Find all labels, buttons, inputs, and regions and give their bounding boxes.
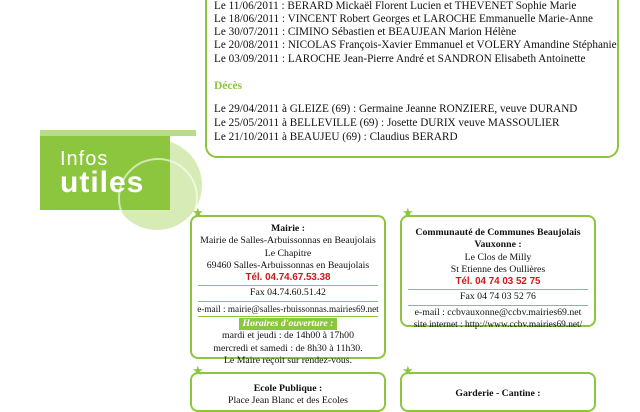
deces-heading: Décès — [214, 80, 243, 92]
ccbv-address-line1: Le Clos de Milly — [464, 251, 532, 263]
mairie-address-line1: Mairie de Salles-Arbuissonnas en Beaujolais — [200, 235, 376, 247]
marriage-entry-5: Le 03/09/2011 : LAROCHE Jean-Pierre André et SANDRON Elisabeth Antoinette — [214, 53, 586, 65]
star-icon: ★ — [402, 205, 414, 220]
ccbv-title-line1: Communauté de Communes Beaujolais — [415, 227, 581, 238]
marriage-entry-3: Le 30/07/2011 : CIMINO Sébastien et BEAUJEAN Marion Hélène — [214, 26, 517, 38]
mairie-hours-line3: Le Maire reçoit sur rendez-vous. — [223, 354, 353, 366]
mairie-title: Mairie : — [271, 223, 305, 234]
ccbv-website-link[interactable]: site internet : http://www.ccbv.mairies69.net/ — [413, 320, 583, 331]
divider — [408, 305, 588, 306]
ecole-address: Place Jean Blanc et des Ecoles — [228, 395, 348, 407]
ccbv-email[interactable]: e-mail : ccbvauxonne@ccbv.mairies69.net — [414, 306, 582, 318]
mairie-card — [190, 215, 386, 366]
star-icon: ★ — [192, 363, 204, 378]
marriage-entry-1: Le 11/06/2011 : BERARD Mickaël Florent Lucien et THEVENET Sophie Marie — [214, 0, 577, 12]
divider — [198, 316, 378, 317]
marriage-entry-4: Le 20/08/2011 : NICOLAS François-Xavier Emmanuel et VOLERY Amandine Stéphanie — [214, 39, 617, 51]
mairie-email[interactable]: e-mail : mairie@salles-rbuissonnas.mairies69.net — [197, 303, 379, 314]
deces-entry-1: Le 29/04/2011 à GLEIZE (69) : Germaine Jeanne RONZIERE, veuve DURAND — [214, 103, 578, 115]
marriage-entry-2: Le 18/06/2011 : VINCENT Robert Georges et LAROCHE Emmanuelle Marie-Anne — [214, 13, 593, 25]
mairie-fax: Fax 04.74.60.51.42 — [250, 287, 326, 299]
badge-utiles-text: utiles — [60, 166, 145, 199]
ccbv-address-line2: St Etienne des Oullières — [450, 263, 546, 275]
mairie-hours-title: Horaires d'ouverture : — [239, 318, 338, 330]
star-icon: ★ — [192, 205, 204, 220]
divider — [408, 289, 588, 290]
ccbv-fax: Fax 04 74 03 52 76 — [460, 291, 536, 303]
divider — [198, 301, 378, 302]
mairie-hours-line2: mercredi et samedi : de 8h30 à 11h30. — [213, 342, 363, 354]
badge-infos-text: Infos — [60, 148, 109, 170]
ccbv-phone: Tél. 04 74 03 52 75 — [455, 276, 541, 288]
deces-entry-3: Le 21/10/2011 à BEAUJEU (69) : Claudius BERARD — [214, 131, 458, 143]
garderie-title: Garderie - Cantine : — [455, 388, 541, 399]
ccbv-card — [400, 215, 596, 331]
deces-entry-2: Le 25/05/2011 à BELLEVILLE (69) : Josette DURIX veuve MASSOULIER — [214, 117, 560, 129]
star-icon: ★ — [402, 363, 414, 378]
ecole-title: Ecole Publique : — [253, 383, 323, 394]
mairie-address-line3: 69460 Salles-Arbuissonnas en Beaujolais — [206, 259, 370, 271]
garderie-card — [400, 372, 596, 412]
mairie-phone: Tél. 04.74.67.53.38 — [245, 272, 331, 284]
ecole-card — [190, 372, 386, 412]
ccbv-title-line2: Vauxonne : — [474, 239, 522, 251]
badge-light-strip — [40, 130, 196, 136]
mairie-hours-line1: mardi et jeudi : de 14h00 à 17h00 — [222, 330, 354, 342]
divider — [198, 285, 378, 286]
mairie-address-line2: Le Chapitre — [264, 247, 312, 259]
